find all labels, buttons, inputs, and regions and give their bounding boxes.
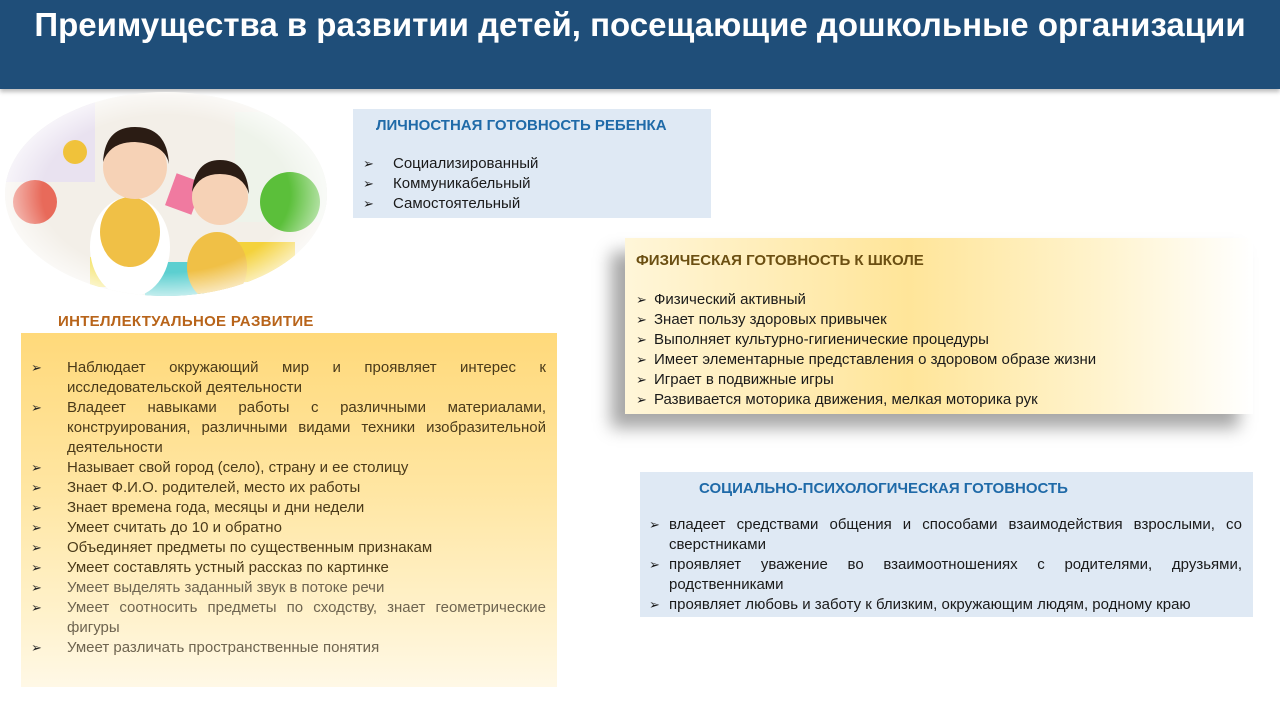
list-item bbox=[363, 194, 538, 214]
social-psychological-readiness-box bbox=[640, 472, 1253, 617]
list-item bbox=[31, 478, 546, 498]
list-item-text: Умеет различать пространственные понятия bbox=[67, 639, 380, 656]
arrow-bullet-icon: ➢ bbox=[31, 400, 42, 415]
page-title: Преимущества в развитии детей, посещающие дошкольные организации bbox=[0, 0, 1280, 89]
intellectual-development-title: ИНТЕЛЛЕКТУАЛЬНОЕ РАЗВИТИЕ bbox=[58, 313, 314, 330]
social-psychological-readiness-title: СОЦИАЛЬНО-ПСИХОЛОГИЧЕСКАЯ ГОТОВНОСТЬ bbox=[699, 480, 1068, 497]
arrow-bullet-icon: ➢ bbox=[31, 460, 42, 475]
arrow-bullet-icon: ➢ bbox=[636, 312, 647, 327]
list-item bbox=[363, 174, 538, 194]
list-item-text: Владеет навыками работы с различными материалами, конструирования, различными видами техники изобразительной деятельности bbox=[67, 399, 546, 456]
list-item-text: проявляет уважение во взаимоотношениях с родителями, друзьями, родственниками bbox=[669, 556, 1242, 593]
list-item-text: Знает времена года, месяцы и дни недели bbox=[67, 499, 365, 516]
arrow-bullet-icon: ➢ bbox=[649, 557, 660, 572]
arrow-bullet-icon: ➢ bbox=[31, 540, 42, 555]
arrow-bullet-icon: ➢ bbox=[31, 580, 42, 595]
list-item-text: Знает пользу здоровых привычек bbox=[654, 311, 887, 328]
arrow-bullet-icon: ➢ bbox=[636, 352, 647, 367]
list-item bbox=[649, 555, 1242, 595]
list-item bbox=[31, 638, 546, 658]
arrow-bullet-icon: ➢ bbox=[636, 372, 647, 387]
arrow-bullet-icon: ➢ bbox=[31, 360, 42, 375]
list-item-text: Наблюдает окружающий мир и проявляет интерес к исследовательской деятельности bbox=[67, 359, 546, 396]
list-item-text: Развивается моторика движения, мелкая моторика рук bbox=[654, 391, 1038, 408]
arrow-bullet-icon: ➢ bbox=[636, 332, 647, 347]
list-item-text: Объединяет предметы по существенным признакам bbox=[67, 539, 433, 556]
list-item-text: Имеет элементарные представления о здоровом образе жизни bbox=[654, 351, 1097, 368]
arrow-bullet-icon: ➢ bbox=[636, 392, 647, 407]
arrow-bullet-icon: ➢ bbox=[31, 600, 42, 615]
arrow-bullet-icon: ➢ bbox=[31, 560, 42, 575]
list-item bbox=[636, 330, 1096, 350]
physical-readiness-title: ФИЗИЧЕСКАЯ ГОТОВНОСТЬ К ШКОЛЕ bbox=[636, 252, 924, 269]
list-item bbox=[31, 458, 546, 478]
physical-readiness-list bbox=[636, 290, 1096, 410]
arrow-bullet-icon: ➢ bbox=[636, 292, 647, 307]
list-item bbox=[363, 154, 538, 174]
intellectual-development-list bbox=[31, 358, 546, 658]
list-item bbox=[636, 290, 1096, 310]
personal-readiness-title: ЛИЧНОСТНАЯ ГОТОВНОСТЬ РЕБЕНКА bbox=[376, 117, 667, 134]
arrow-bullet-icon: ➢ bbox=[363, 156, 374, 171]
list-item bbox=[636, 310, 1096, 330]
list-item bbox=[649, 515, 1242, 555]
physical-readiness-box bbox=[625, 238, 1253, 414]
list-item bbox=[31, 558, 546, 578]
list-item bbox=[636, 350, 1096, 370]
list-item-text: Называет свой город (село), страну и ее столицу bbox=[67, 459, 409, 476]
list-item-text: Выполняет культурно-гигиенические процедуры bbox=[654, 331, 989, 348]
list-item bbox=[636, 390, 1096, 410]
personal-readiness-box bbox=[353, 109, 711, 218]
list-item-text: владеет средствами общения и способами взаимодействия взрослыми, со сверстниками bbox=[669, 516, 1242, 553]
children-playing-photo bbox=[5, 92, 327, 296]
list-item-text: Умеет выделять заданный звук в потоке речи bbox=[67, 579, 385, 596]
list-item bbox=[31, 598, 546, 638]
list-item-text: Знает Ф.И.О. родителей, место их работы bbox=[67, 479, 361, 496]
arrow-bullet-icon: ➢ bbox=[649, 597, 660, 612]
list-item-text: Умеет считать до 10 и обратно bbox=[67, 519, 282, 536]
list-item bbox=[31, 358, 546, 398]
arrow-bullet-icon: ➢ bbox=[31, 520, 42, 535]
list-item bbox=[31, 538, 546, 558]
list-item-text: Умеет составлять устный рассказ по картинке bbox=[67, 559, 389, 576]
arrow-bullet-icon: ➢ bbox=[31, 500, 42, 515]
list-item bbox=[31, 518, 546, 538]
list-item-text: Самостоятельный bbox=[393, 195, 521, 212]
list-item-text: Физический активный bbox=[654, 291, 806, 308]
arrow-bullet-icon: ➢ bbox=[363, 176, 374, 191]
arrow-bullet-icon: ➢ bbox=[363, 196, 374, 211]
list-item-text: проявляет любовь и заботу к близким, окружающим людям, родному краю bbox=[669, 596, 1191, 613]
list-item bbox=[31, 498, 546, 518]
list-item bbox=[31, 398, 546, 458]
list-item bbox=[31, 578, 546, 598]
list-item-text: Умеет соотносить предметы по сходству, знает геометрические фигуры bbox=[67, 599, 546, 636]
social-psychological-readiness-list bbox=[649, 515, 1242, 615]
list-item-text: Играет в подвижные игры bbox=[654, 371, 834, 388]
list-item bbox=[649, 595, 1242, 615]
arrow-bullet-icon: ➢ bbox=[649, 517, 660, 532]
intellectual-development-box bbox=[21, 333, 557, 687]
list-item bbox=[636, 370, 1096, 390]
personal-readiness-list bbox=[363, 154, 538, 214]
arrow-bullet-icon: ➢ bbox=[31, 480, 42, 495]
list-item-text: Социализированный bbox=[393, 155, 539, 172]
list-item-text: Коммуникабельный bbox=[393, 175, 531, 192]
arrow-bullet-icon: ➢ bbox=[31, 640, 42, 655]
